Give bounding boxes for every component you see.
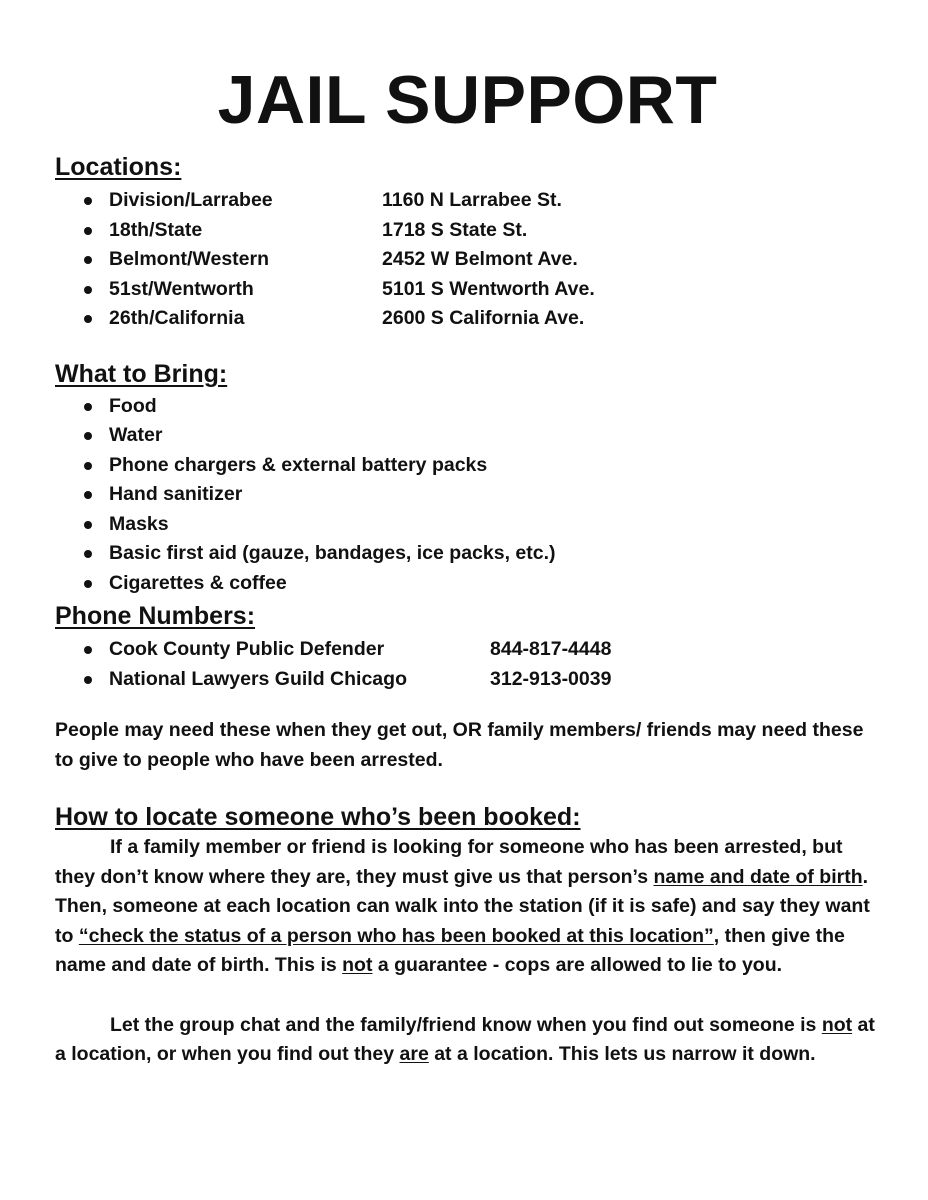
bullet-icon	[84, 676, 92, 684]
phone-item	[82, 635, 880, 665]
locate-p2-underline-2: are	[399, 1043, 429, 1065]
location-item	[82, 304, 880, 334]
bring-item	[82, 451, 880, 481]
location-address: 1160 N Larrabee St.	[382, 189, 562, 211]
location-address: 1718 S State St.	[382, 218, 528, 241]
bring-item	[82, 510, 880, 540]
phone-number: 844-817-4448	[490, 638, 612, 660]
locate-p1-underline-3: not	[342, 954, 373, 976]
bring-item	[82, 480, 880, 510]
locate-paragraph-2	[55, 1011, 880, 1070]
bring-item	[82, 569, 880, 599]
bring-item-label: Masks	[109, 512, 169, 535]
locate-paragraph-1	[55, 833, 880, 981]
locate-p1-text-2: . Then, someone at each location can walk into the station (if it is safe) and say they want to	[55, 865, 870, 947]
bullet-icon	[84, 197, 92, 205]
phone-numbers-heading: Phone Numbers:	[55, 602, 256, 630]
bring-item-label: Cigarettes & coffee	[109, 571, 287, 594]
location-item	[82, 216, 880, 246]
phone-contact-name: Cook County Public Defender	[109, 638, 385, 660]
bullet-icon	[84, 227, 92, 235]
bullet-icon	[84, 521, 92, 529]
bullet-icon	[84, 462, 92, 470]
bullet-icon	[84, 315, 92, 323]
bring-item-label: Food	[109, 394, 157, 417]
location-name: 51st/Wentworth	[109, 277, 254, 300]
location-name: 18th/State	[109, 218, 203, 241]
phone-numbers-note: People may need these when they get out, OR family members/ friends may need these to give to people who have been arrested.	[55, 719, 864, 771]
location-name: 26th/California	[109, 307, 245, 329]
location-item	[82, 275, 880, 305]
bullet-icon	[84, 432, 92, 440]
bring-item	[82, 392, 880, 422]
locate-p2-underline-1: not	[821, 1013, 853, 1036]
location-name: Belmont/Western	[109, 248, 269, 270]
locations-list	[55, 186, 880, 334]
bring-item-label: Hand sanitizer	[109, 483, 243, 505]
location-address: 2600 S California Ave.	[382, 307, 585, 329]
locate-p1-text-3: , then give the name and date of birth. This is	[55, 924, 845, 976]
bullet-icon	[84, 286, 92, 294]
locations-heading: Locations:	[55, 153, 182, 181]
bullet-icon	[84, 580, 92, 588]
how-to-locate-heading: How to locate someone who’s been booked:	[55, 803, 581, 831]
bullet-icon	[84, 403, 92, 411]
bullet-icon	[84, 550, 92, 558]
bring-item-label: Water	[109, 424, 163, 446]
what-to-bring-list	[55, 392, 880, 599]
bring-item-label: Phone chargers & external battery packs	[109, 453, 488, 476]
locate-p1-text-4: a guarantee - cops are allowed to lie to you.	[372, 954, 783, 976]
locate-p2-text-2: at a location, or when you find out they	[55, 1013, 875, 1065]
bring-item	[82, 539, 880, 569]
locate-p2-text-3: at a location. This lets us narrow it down.	[428, 1043, 816, 1065]
phone-number: 312-913-0039	[490, 667, 612, 690]
location-item	[82, 245, 880, 275]
bring-item-label: Basic first aid (gauze, bandages, ice packs, etc.)	[109, 542, 556, 564]
what-to-bring-heading: What to Bring:	[55, 359, 228, 388]
bullet-icon	[84, 646, 92, 654]
bullet-icon	[84, 491, 92, 499]
bring-item	[82, 421, 880, 451]
phone-item	[82, 665, 880, 695]
locate-p1-underline-2: “check the status of a person who has been booked at this location”	[78, 924, 714, 947]
locate-p1-underline-1: name and date of birth	[653, 865, 863, 888]
location-item	[82, 186, 880, 216]
locate-p1-text-1: If a family member or friend is looking for someone who has been arrested, but they don’t know where they are, they must give us that person’s	[55, 836, 843, 888]
location-name: Division/Larrabee	[109, 189, 273, 211]
phone-numbers-list	[55, 635, 880, 694]
bullet-icon	[84, 256, 92, 264]
phone-contact-name: National Lawyers Guild Chicago	[109, 667, 407, 690]
location-address: 2452 W Belmont Ave.	[382, 248, 578, 270]
page-title: JAIL SUPPORT	[217, 62, 718, 138]
locate-p2-text-1: Let the group chat and the family/friend know when you find out someone is	[110, 1013, 822, 1036]
location-address: 5101 S Wentworth Ave.	[382, 277, 595, 300]
